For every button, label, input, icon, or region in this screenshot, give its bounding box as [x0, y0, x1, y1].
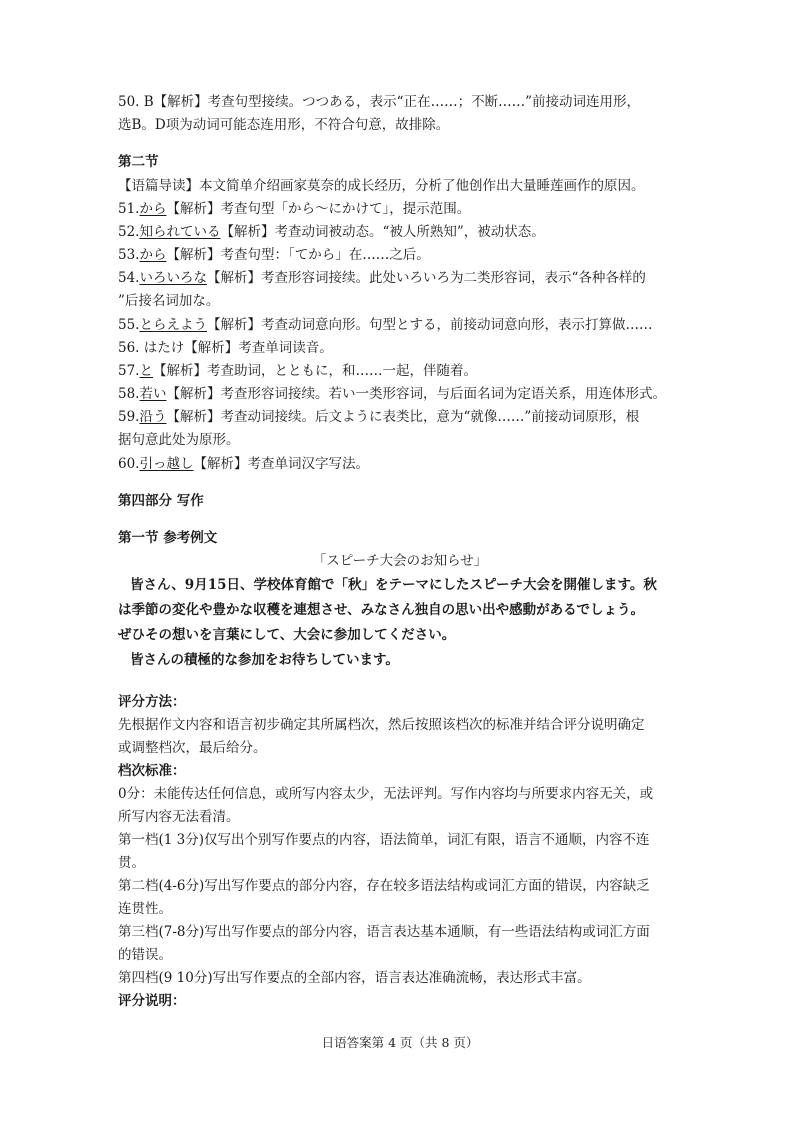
- answer-word: から: [139, 201, 167, 217]
- answer-54: [118, 268, 678, 288]
- scoring-method-heading: 评分方法：: [118, 694, 186, 710]
- criteria-line: 的错误。: [118, 947, 172, 963]
- answer-number: 53.: [118, 247, 140, 263]
- answer-59-continued: 据句意此处为原形。: [118, 432, 240, 448]
- scoring-method-line: 先根据作文内容和语言初步确定其所属档次，然后按照该档次的标准并结合评分说明确定: [118, 717, 645, 733]
- answer-54-continued: ”后接名词加な。: [118, 293, 220, 309]
- essay-line: ぜひその想いを言葉にして、大会に参加してください。: [118, 627, 456, 643]
- answer-number: 59.: [118, 409, 140, 425]
- answer-explanation: 【解析】考查动词接续。后文ように表类比，意为“就像……”前接动词原形，根: [166, 409, 640, 425]
- answer-explanation: 【解析】考查句型「から～にかけて」，提示范围。: [166, 201, 471, 217]
- answer-50-continued: 选B。D项为动词可能态连用形，不符合句意，故排除。: [118, 117, 450, 133]
- answer-55: [118, 315, 678, 335]
- section-2-heading: 第二节: [118, 154, 159, 170]
- criteria-line: 贯。: [118, 855, 145, 871]
- section-1-heading: 第一节 参考例文: [118, 530, 218, 546]
- criteria-line: 所写内容无法看清。: [118, 809, 240, 825]
- answer-explanation: 【解析】考查助词，とともに，和……一起，伴随着。: [152, 363, 477, 379]
- scoring-notes-heading: 评分说明：: [118, 993, 186, 1009]
- answer-word: 引っ越し: [139, 456, 194, 472]
- criteria-line: 第四档(9 10分)写出写作要点的全部内容，语言表达准确流畅，表达形式丰富。: [118, 970, 591, 986]
- part-4-heading: 第四部分 写作: [118, 493, 204, 509]
- criteria-line: 第二档(4-6分)写出写作要点的部分内容，存在较多语法结构或词汇方面的错误，内容缺乏: [118, 878, 650, 894]
- answer-word: 沿う: [139, 409, 167, 425]
- essay-line: は季節の変化や豊かな収穫を連想させ、みなさん独自の思い出や感動があるでしょう。: [118, 602, 644, 618]
- criteria-line: 第一档(1 3分)仅写出个别写作要点的内容，语法简单，词汇有限，语言不通顺，内容不连: [118, 832, 650, 848]
- answer-number: 52.: [118, 224, 140, 240]
- answer-word: とらえよう: [139, 317, 207, 333]
- answer-number: 58.: [118, 386, 140, 402]
- answer-explanation: 【解析】考查动词被动态。“被人所熟知”，被动状态。: [220, 224, 545, 240]
- answer-number: 55.: [118, 317, 140, 333]
- answer-number: 51.: [118, 201, 140, 217]
- answer-explanation: 【解析】考查句型：「てから」在……之后。: [166, 247, 430, 263]
- essay-title: 「スピーチ大会のお知らせ」: [312, 553, 488, 569]
- passage-guide: 【语篇导读】本文简单介绍画家莫奈的成长经历，分析了他创作出大量睡莲画作的原因。: [118, 178, 645, 194]
- criteria-line: 0分：未能传达任何信息，或所写内容太少，无法评判。写作内容均与所要求内容无关，或: [118, 786, 654, 802]
- criteria-heading: 档次标准：: [118, 763, 186, 779]
- answer-explanation: 【解析】考查单词汉字写法。: [193, 456, 369, 472]
- essay-line: 皆さんの積極的な参加をお待ちしています。: [130, 652, 399, 668]
- answer-59: [118, 407, 678, 427]
- answer-explanation: 【解析】考查动词意向形。句型とする，前接动词意向形，表示打算做……: [206, 317, 653, 333]
- page-footer: 日语答案第 4 页（共 8 页）: [321, 1035, 479, 1050]
- answer-word: 若い: [139, 386, 167, 402]
- answer-57: [118, 361, 678, 381]
- answer-52: [118, 222, 678, 242]
- answer-word: いろいろな: [139, 270, 207, 286]
- answer-60: [118, 454, 678, 474]
- answer-50: 50. B【解析】考查句型接续。つつある，表示“正在……；不断……”前接动词连用形，: [118, 94, 640, 110]
- answer-53: [118, 245, 678, 265]
- answer-number: 54.: [118, 270, 140, 286]
- answer-explanation: 【解析】考查形容词接续。此处いろいろ为二类形容词，表示“各种各样的: [206, 270, 646, 286]
- answer-number: 57.: [118, 363, 140, 379]
- answer-56: 56. はたけ【解析】考查单词读音。: [118, 340, 333, 356]
- essay-line: 皆さん、9月15日、学校体育館で「秋」をテーマにしたスピーチ大会を開催します。秋: [130, 577, 657, 593]
- answer-58: [118, 384, 678, 404]
- answer-word: から: [139, 247, 167, 263]
- answer-word: と: [139, 363, 153, 379]
- answer-51: [118, 199, 678, 219]
- answer-number: 60.: [118, 456, 140, 472]
- answer-word: 知られている: [139, 224, 221, 240]
- answer-explanation: 【解析】考查形容词接续。若い一类形容词，与后面名词为定语关系，用连体形式。: [166, 386, 666, 402]
- criteria-line: 第三档(7-8分)写出写作要点的部分内容，语言表达基本通顺，有一些语法结构或词汇方面: [118, 924, 650, 940]
- criteria-line: 连贯性。: [118, 901, 172, 917]
- scoring-method-line: 或调整档次，最后给分。: [118, 740, 267, 756]
